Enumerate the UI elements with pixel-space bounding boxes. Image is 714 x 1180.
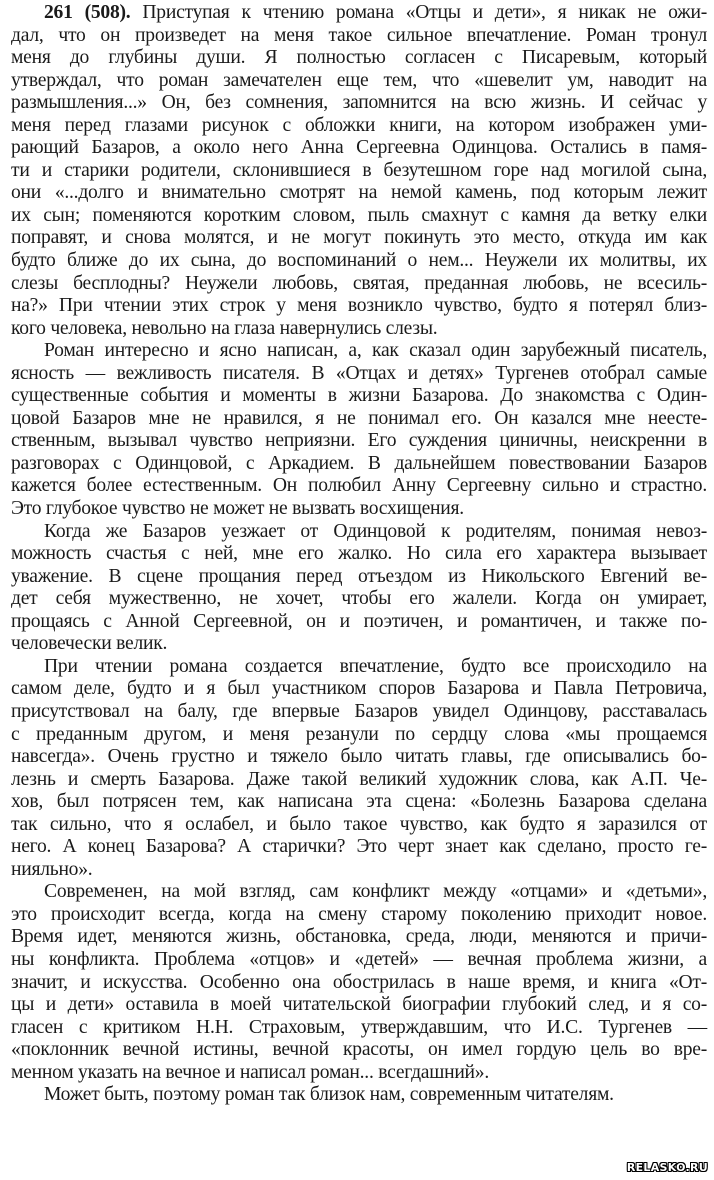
- line-text: меня перед глазами рисунок с обложки книги, на котором изображен уми-: [11, 114, 707, 136]
- text-line: [11, 949, 707, 972]
- line-text: человечески велик.: [11, 633, 168, 655]
- text-line: [11, 588, 707, 611]
- line-text: с преданным другом, и меня резанули по сердцу слова «мы прощаемся: [11, 723, 707, 745]
- line-text: это происходит всегда, когда на смену старому поколению приходит новое.: [11, 903, 707, 925]
- text-line: [11, 543, 707, 566]
- line-text: ны конфликта. Проблема «отцов» и «детей» — вечная проблема жизни, а: [11, 948, 707, 970]
- line-text: меня до глубины души. Я полностью согласен с Писаревым, который: [11, 47, 707, 69]
- text-line: [11, 408, 707, 431]
- line-text: цы и дети» оставила в моей читательской биографии глубокий след, и я со-: [11, 994, 707, 1016]
- text-line: [11, 724, 707, 747]
- line-text: размышления...» Он, без сомнения, запомнится на всю жизнь. И сейчас у: [11, 92, 707, 114]
- text-line: [11, 363, 707, 386]
- text-line: [11, 836, 707, 859]
- line-text: Это глубокое чувство не может не вызвать восхищения.: [11, 498, 464, 520]
- text-line: [11, 701, 707, 724]
- text-line: [11, 814, 707, 837]
- text-line: [11, 340, 707, 363]
- text-line: [11, 611, 707, 634]
- paragraph: [11, 340, 707, 520]
- line-text: ти и старики родители, склонившиеся в безутешном горе над могилой сына,: [11, 159, 707, 181]
- line-text: самом деле, будто и я был участником споров Базарова и Павла Петровича,: [11, 678, 707, 700]
- text-line: [11, 227, 707, 250]
- line-text: так сильно, что я ослабел, и было такое чувство, как будто я заразился от: [11, 813, 707, 835]
- text-line: [11, 250, 707, 273]
- text-line: [11, 2, 707, 25]
- line-text: значит, и искусства. Особенно она обострилась в наше время, и книга «От-: [11, 971, 707, 993]
- line-text: гласен с критиком Н.Н. Страховым, утверждавшим, что И.С. Тургенев —: [11, 1016, 707, 1038]
- text-line: [11, 926, 707, 949]
- paragraph: [11, 1084, 707, 1107]
- text-line: [11, 318, 707, 341]
- text-line: [11, 205, 707, 228]
- paragraph: [11, 881, 707, 1084]
- line-text: Приступая к чтению романа «Отцы и дети», я никак не ожи-: [142, 2, 707, 23]
- line-text: присутствовал на балу, где впервые Базаров увидел Одинцову, расставалась: [11, 700, 707, 722]
- text-line: [11, 1039, 707, 1062]
- text-line: [11, 47, 707, 70]
- line-text: навсегда». Очень грустно и тяжело было читать главы, где описывались бо-: [11, 746, 707, 768]
- text-line: [11, 430, 707, 453]
- text-line: [11, 385, 707, 408]
- line-text: слезы бесплодны? Неужели любовь, святая, преданная любовь, не всесиль-: [11, 272, 707, 294]
- line-text: Когда же Базаров уезжает от Одинцовой к родителям, понимая невоз-: [44, 520, 707, 542]
- text-line: [11, 769, 707, 792]
- line-text: кажется более естественным. Он полюбил Анну Сергеевну сильно и страстно.: [11, 475, 707, 497]
- paragraph: [11, 521, 707, 656]
- line-text: будто ближе до их сына, до воспоминаний о нем... Неужели их молитвы, их: [11, 250, 707, 272]
- paragraph: [11, 656, 707, 881]
- line-text: Современен, на мой взгляд, сам конфликт между «отцами» и «детьми»,: [44, 881, 707, 903]
- text-line: [11, 1084, 707, 1107]
- line-text: «поклонник вечной истины, вечной красоты, он имел гордую цель во вре-: [11, 1039, 707, 1061]
- text-line: [11, 25, 707, 48]
- text-line: [11, 475, 707, 498]
- text-line: [11, 881, 707, 904]
- line-text: Может быть, поэтому роман так близок нам, современным читателям.: [44, 1084, 614, 1106]
- text-line: [11, 182, 707, 205]
- line-text: дет себя мужественно, не хочет, чтобы его жалели. Когда он умирает,: [11, 588, 707, 610]
- line-text: можность счастья с ней, мне его жалко. Но сила его характера вызывает: [11, 543, 707, 565]
- text-line: [11, 746, 707, 769]
- line-text: рающий Базаров, а около него Анна Сергеевна Одинцова. Остались в памя-: [11, 137, 707, 159]
- line-text: Время идет, меняются жизнь, обстановка, среда, люди, меняются и причи-: [11, 926, 707, 948]
- text-line: [11, 273, 707, 296]
- text-line: [11, 904, 707, 927]
- paragraph: [11, 2, 707, 340]
- text-line: [11, 137, 707, 160]
- text-line: [11, 656, 707, 679]
- exercise-number: 261 (508).: [44, 2, 131, 23]
- text-line: [11, 453, 707, 476]
- text-line: [11, 115, 707, 138]
- line-text: ственным, вызывал чувство неприязни. Его суждения циничны, неискренни в: [11, 430, 707, 452]
- text-line: [11, 92, 707, 115]
- line-text: При чтении романа создается впечатление, будто все происходило на: [44, 655, 707, 677]
- text-line: [11, 295, 707, 318]
- line-text: прощаясь с Анной Сергеевной, он и поэтичен, и романтичен, и также по-: [11, 610, 707, 632]
- text-line: [11, 70, 707, 93]
- line-text: лезнь и смерть Базарова. Даже такой великий художник слова, как А.П. Че-: [11, 768, 707, 790]
- line-text: уважение. В сцене прощания перед отъездом из Никольского Евгений ве-: [11, 565, 707, 587]
- text-line: [11, 160, 707, 183]
- line-text: они «...долго и внимательно смотрят на немой камень, под которым лежит: [11, 182, 707, 204]
- line-text: ясность — вежливость писателя. В «Отцах и детях» Тургенев отобрал самые: [11, 362, 707, 384]
- line-text: него. А конец Базарова? А старички? Это черт знает как сделано, просто ге-: [11, 836, 707, 858]
- text-line: [11, 994, 707, 1017]
- line-text: утверждал, что роман замечателен еще тем, что «шевелит ум, наводит на: [11, 69, 707, 91]
- line-text: кого человека, невольно на глаза навернулись слезы.: [11, 317, 438, 339]
- line-text: разговорах с Одинцовой, с Аркадием. В дальнейшем повествовании Базаров: [11, 452, 707, 474]
- text-line: [11, 521, 707, 544]
- text-line: [11, 859, 707, 882]
- text-line: [11, 498, 707, 521]
- line-text: Роман интересно и ясно написан, а, как сказал один зарубежный писатель,: [44, 340, 707, 362]
- exercise-text: [11, 2, 707, 1107]
- line-text: на?» При чтении этих строк у меня возникло чувство, будто я потерял близ-: [11, 295, 707, 317]
- text-line: [11, 1017, 707, 1040]
- line-text: поправят, и снова молятся, и не могут покинуть это место, откуда им как: [11, 227, 707, 249]
- line-text: их сын; поменяются коротким словом, пыль смахнут с камня да ветку елки: [11, 204, 707, 226]
- text-line: [11, 972, 707, 995]
- line-text: цовой Базаров мне не нравился, я не понимал его. Он казался мне неесте-: [11, 407, 707, 429]
- watermark: RELASKO.RU: [626, 1161, 708, 1174]
- text-line: [11, 633, 707, 656]
- text-line: [11, 566, 707, 589]
- text-line: [11, 791, 707, 814]
- line-text: менном указать на вечное и написал роман... всегдашний».: [11, 1061, 489, 1083]
- line-text: дал, что он произведет на меня такое сильное впечатление. Роман тронул: [11, 24, 707, 46]
- text-line: [11, 678, 707, 701]
- text-line: [11, 1062, 707, 1085]
- line-text: хов, был потрясен тем, как написана эта сцена: «Болезнь Базарова сделана: [11, 791, 707, 813]
- line-text: нияльно».: [11, 858, 93, 880]
- line-text: существенные события и моменты в жизни Базарова. До знакомства с Один-: [11, 385, 707, 407]
